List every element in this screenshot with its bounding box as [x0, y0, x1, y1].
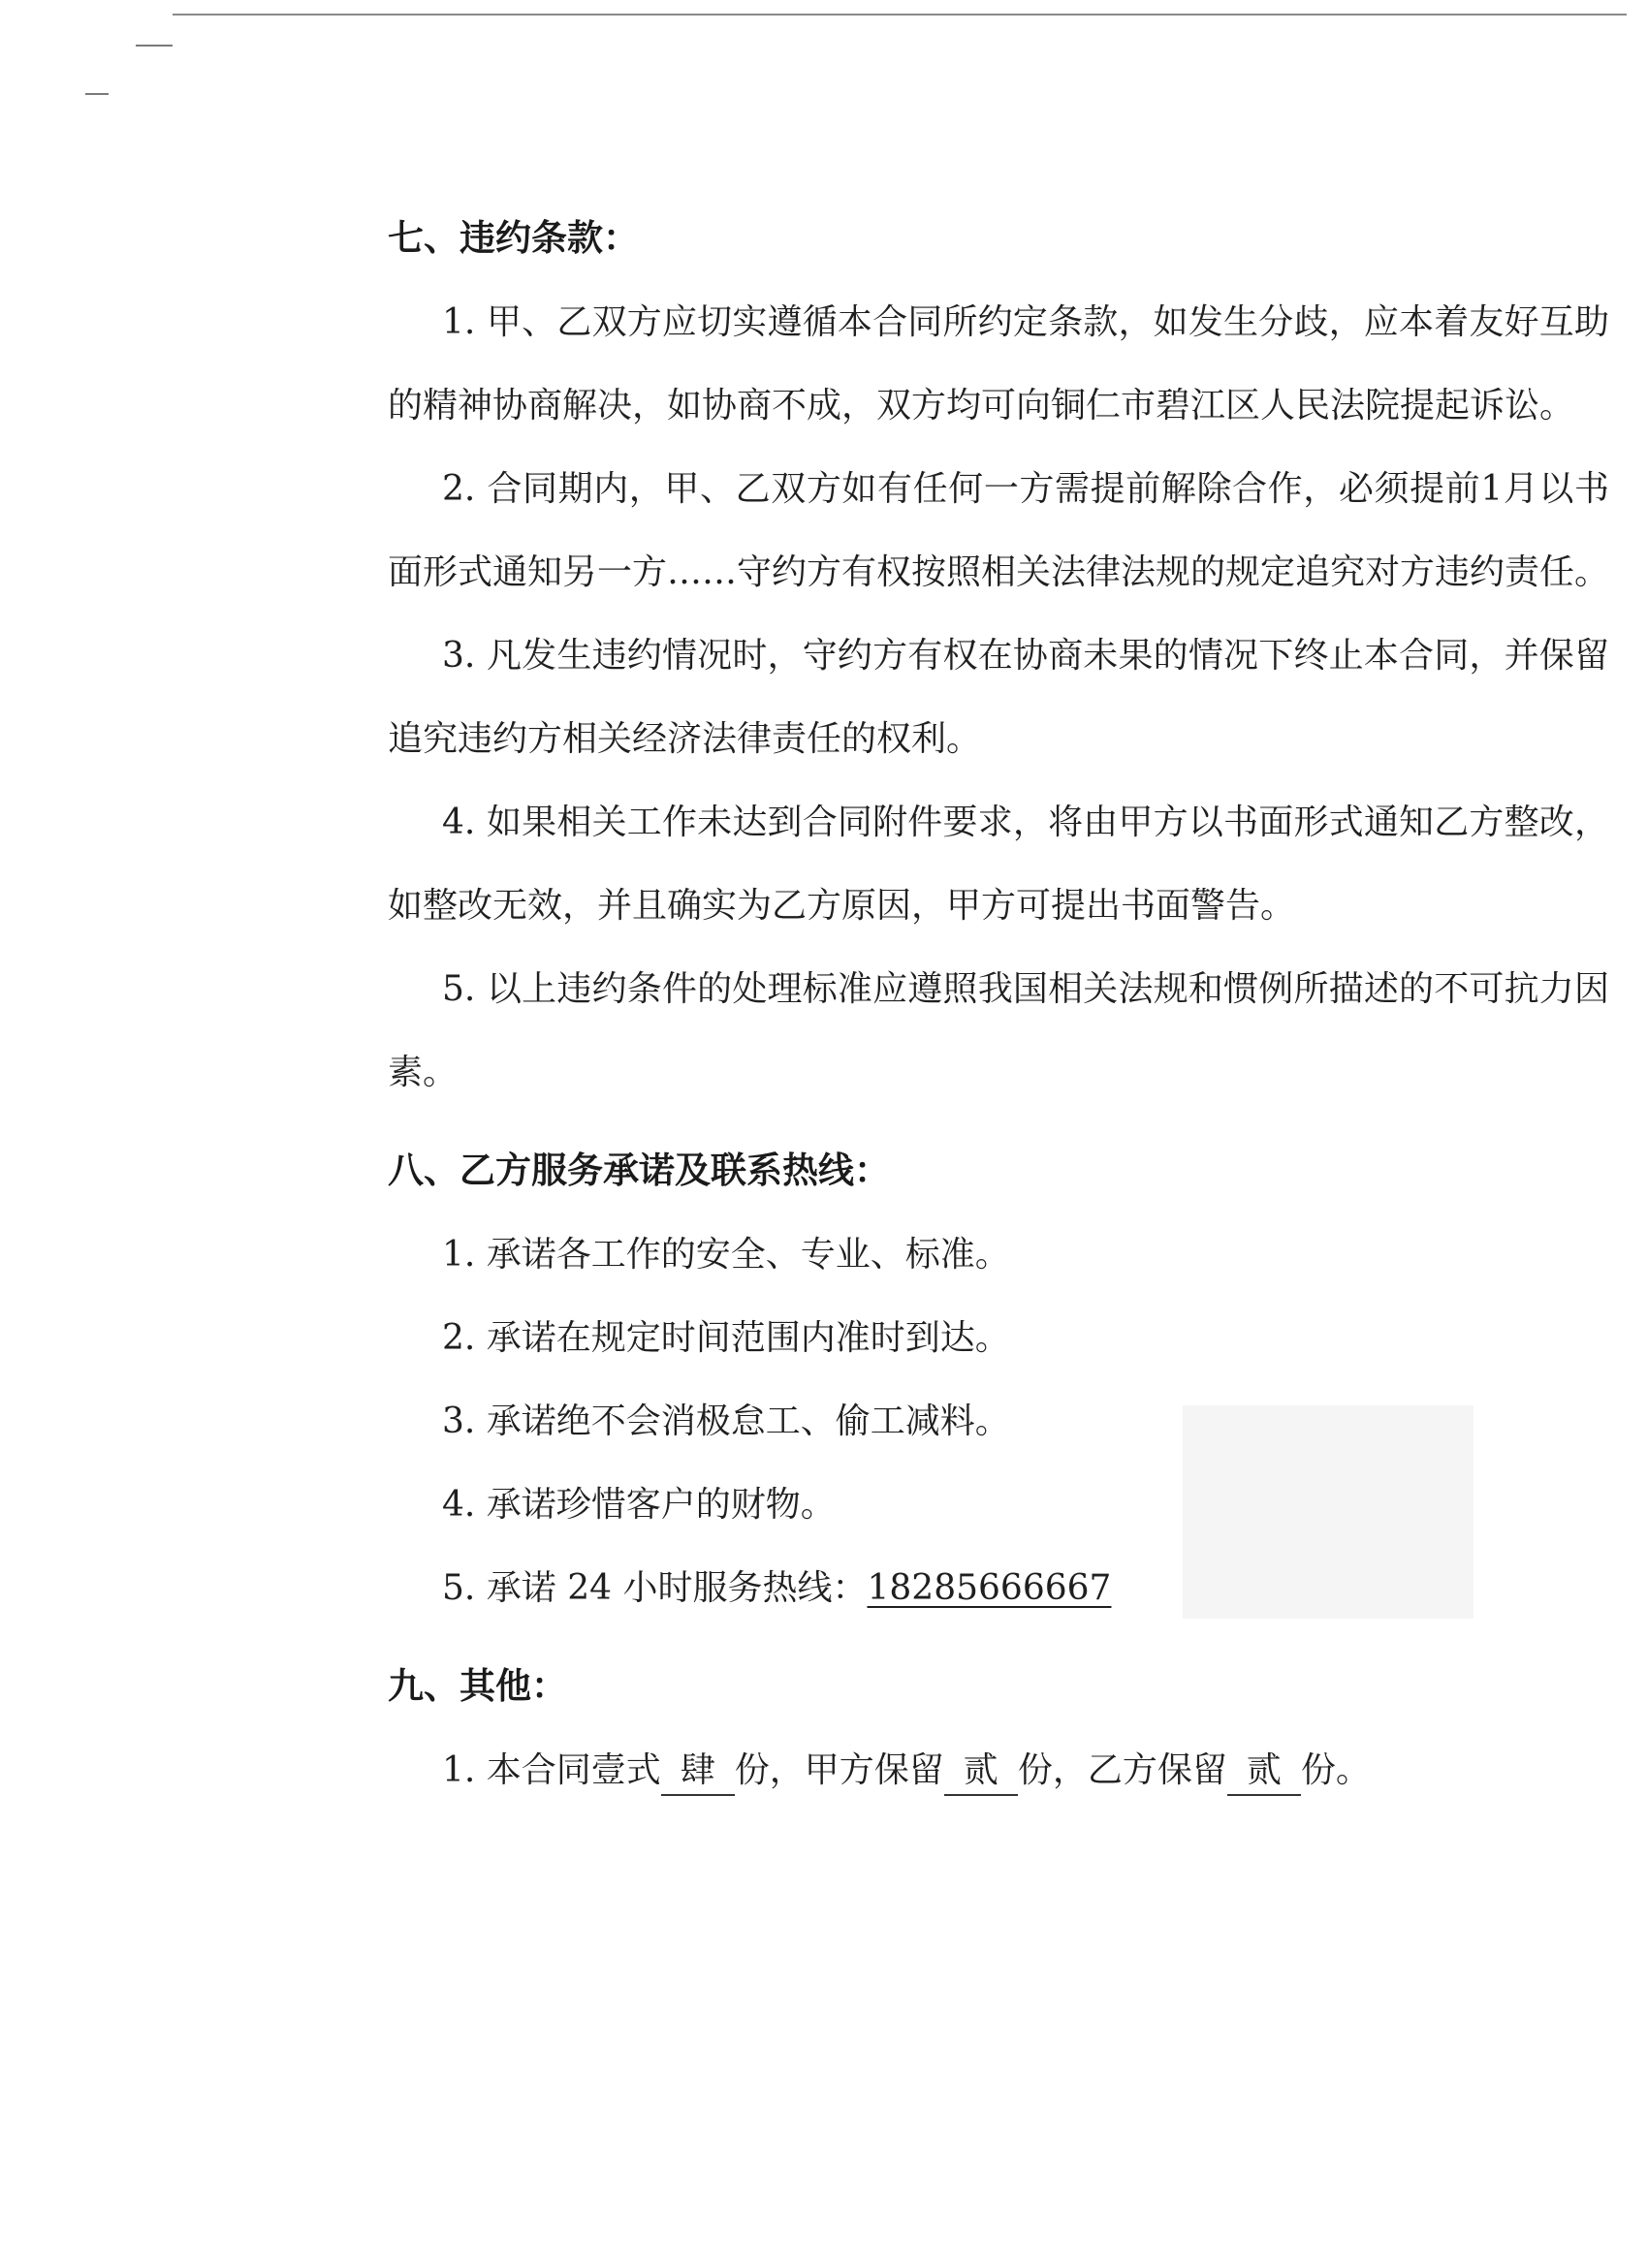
clause-7-3: 3. 凡发生违约情况时，守约方有权在协商未果的情况下终止本合同，并保留追究违约方相关经济法律责任的权利。 [388, 636, 1609, 759]
contract-page [388, 211, 1609, 1812]
party-b-copies-blank: 贰 [1227, 1748, 1301, 1796]
hotline-number: 18285666667 [867, 1568, 1112, 1608]
hotline-label: 5. 承诺 24 小时服务热线： [442, 1568, 868, 1608]
clause-9-1 [388, 1729, 1609, 1812]
scan-mark [136, 45, 173, 47]
total-copies-blank: 肆 [661, 1748, 735, 1796]
section-heading-breach: 七、违约条款： [388, 217, 639, 259]
clause-7-5: 5. 以上违约条件的处理标准应遵照我国相关法规和惯例所描述的不可抗力因素。 [388, 969, 1609, 1092]
scan-top-edge [173, 14, 1627, 16]
clause-8-1: 1. 承诺各工作的安全、专业、标准。 [442, 1235, 1010, 1275]
copies-text-4: 份。 [1300, 1750, 1371, 1790]
party-a-copies-blank: 贰 [944, 1748, 1018, 1796]
section-heading-service-commitment: 八、乙方服务承诺及联系热线： [388, 1150, 890, 1191]
clause-8-5 [388, 1547, 1609, 1630]
clause-8-2: 2. 承诺在规定时间范围内准时到达。 [442, 1318, 1010, 1358]
scan-mark [85, 93, 109, 95]
clause-7-4: 4. 如果相关工作未达到合同附件要求，将由甲方以书面形式通知乙方整改，如整改无效，并且确实为乙方原因，甲方可提出书面警告。 [388, 803, 1609, 926]
clause-8-3: 3. 承诺绝不会消极怠工、偷工减料。 [442, 1402, 1010, 1441]
copies-text-3: 份，乙方保留 [1017, 1750, 1227, 1790]
section-heading-other: 九、其他： [388, 1665, 567, 1707]
clause-8-4: 4. 承诺珍惜客户的财物。 [442, 1485, 836, 1525]
copies-text-1: 1. 本合同壹式 [442, 1750, 661, 1790]
clause-7-2: 2. 合同期内，甲、乙双方如有任何一方需提前解除合作，必须提前1月以书面形式通知另一方……守约方有权按照相关法律法规的规定追究对方违约责任。 [388, 469, 1610, 592]
copies-text-2: 份，甲方保留 [734, 1750, 944, 1790]
clause-7-1: 1. 甲、乙双方应切实遵循本合同所约定条款，如发生分歧，应本着友好互助的精神协商解决，如协商不成，双方均可向铜仁市碧江区人民法院提起诉讼。 [388, 302, 1609, 425]
